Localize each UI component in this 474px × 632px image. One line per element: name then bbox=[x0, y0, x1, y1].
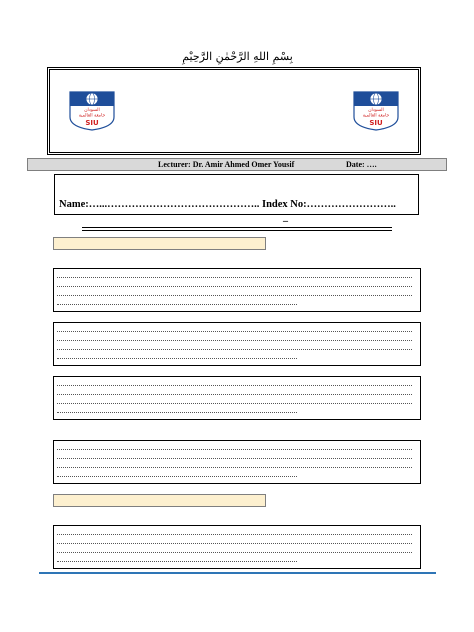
dotted-line bbox=[57, 331, 412, 333]
dotted-line bbox=[57, 358, 297, 360]
university-logo-left bbox=[66, 89, 118, 131]
bottom-rule bbox=[39, 572, 436, 574]
date-label: Date: …. bbox=[346, 160, 377, 169]
dotted-line bbox=[57, 458, 412, 460]
logo-abbr: SIU bbox=[369, 119, 383, 127]
answer-box-5 bbox=[53, 525, 421, 569]
dotted-line bbox=[57, 534, 412, 536]
header-box bbox=[47, 67, 421, 155]
logo-arabic-bottom: جامعة العالمية bbox=[78, 113, 106, 119]
dotted-line bbox=[57, 340, 412, 342]
basmala-heading: بِسْمِ اللهِ الرَّحْمٰنِ الرَّحِيْمِ bbox=[182, 50, 293, 63]
dotted-line bbox=[57, 476, 297, 478]
answer-box-4 bbox=[53, 440, 421, 484]
lecturer-bar bbox=[27, 158, 447, 171]
dotted-line bbox=[57, 449, 412, 451]
dotted-line bbox=[57, 543, 412, 545]
dotted-line bbox=[57, 349, 412, 351]
logo-arabic-top: السودان bbox=[84, 108, 100, 113]
dotted-line bbox=[57, 277, 412, 279]
lecturer-name: Lecturer: Dr. Amir Ahmed Omer Yousif bbox=[158, 160, 295, 169]
university-logo-right bbox=[350, 89, 402, 131]
section-header-bar-1 bbox=[53, 237, 266, 250]
name-index-box bbox=[54, 174, 419, 215]
dotted-line bbox=[57, 295, 412, 297]
dash-mark: _ bbox=[283, 212, 288, 223]
dotted-line bbox=[57, 412, 297, 414]
logo-arabic-top: السودان bbox=[368, 108, 384, 113]
double-rule bbox=[82, 227, 392, 231]
logo-arabic-bottom: جامعة العالمية bbox=[362, 113, 390, 119]
dotted-line bbox=[57, 385, 412, 387]
logo-abbr: SIU bbox=[85, 119, 99, 127]
answer-box-2 bbox=[53, 322, 421, 366]
dotted-line bbox=[57, 286, 412, 288]
dotted-line bbox=[57, 467, 412, 469]
dotted-line bbox=[57, 552, 412, 554]
answer-box-1 bbox=[53, 268, 421, 312]
dotted-line bbox=[57, 561, 297, 563]
answer-box-3 bbox=[53, 376, 421, 420]
section-header-bar-2 bbox=[53, 494, 266, 507]
dotted-line bbox=[57, 403, 412, 405]
dotted-line bbox=[57, 394, 412, 396]
dotted-line bbox=[57, 304, 297, 306]
name-index-line: Name:…...…………………………………….. Index No:…………………….. bbox=[59, 199, 396, 210]
